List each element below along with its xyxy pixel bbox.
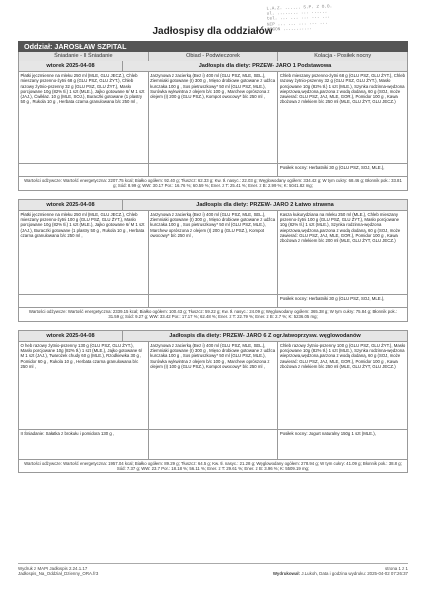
diet-name: Jadłospis dla diety: PRZEW- JARO 2 Łatwo strawna: [123, 200, 407, 210]
night-meal-cell: Posiłek nocny: Jogurt naturalny 150g 1 szt (MLE.),: [279, 430, 376, 436]
second-breakfast-cell: [19, 164, 149, 176]
meal-header-dinner: Obiad - Podwieczorek: [149, 52, 279, 61]
meal-header-breakfast: Śniadanie - II Śniadanie: [19, 52, 149, 61]
diet-day: wtorek 2025-04-08: [19, 200, 123, 210]
diet-block-1: [18, 61, 408, 191]
printed-label: Wydrukował:: [272, 571, 301, 577]
diet-name: Jadłospis dla diety: PRZEW- JARO 1 Podstawowa: [123, 61, 407, 71]
breakfast-cell: O heb razowy żytnio-pszenny 130 g (GLU PSZ, GLU ŻYT.), Masło porcjowane 10g (82% tł.) 1 szt (MLE.), Jajko gotowane 6/ M 1 szt (JAJ.), Twarożek chudy 60 g (MLE.), Rzodkiewka 30 g , Pomidor 60 g , Rukola 10 g , Herbata czarna granulowana b/c 250 ml ,: [19, 342, 149, 429]
software-version: Wydruk z MAPI Jadłospis 2.24.1.17: [18, 566, 88, 571]
extra-meals-row: [19, 429, 407, 459]
meal-columns: [19, 71, 407, 163]
night-meal-cell: Posiłek nocny: Herbatniki 30 g (GLU PSZ, SOJ, MLE.),: [279, 165, 385, 170]
page-number: strona 1 z 1: [385, 566, 408, 571]
afternoon-snack-cell: [149, 295, 279, 307]
diet-header: [19, 200, 407, 210]
supper-cell: Chleb razowy żytnio-pszenny 100 g (GLU PSZ, GLU ŻYT.), Masło porcjowane 10g (82% tł.) 1 szt (MLE.), Szynka rodzinna-wędzona wieprzowa,wędzona,parzona z wodą dodaną, 60 g (SOJ, może zawierać: GLU PSZ, JAJ, MLE, GOR.), Pomidor 100 g , Kawa zbożowa z mlekiem b/c 250 ml (MLE, GLU ŻYT, GLU JECZ.): [279, 342, 406, 369]
extra-meals-row: [19, 294, 407, 307]
dinner-cell: Jarzynowa z zacierką (Bez i) 400 ml (GLU PSZ, MLE, SEL.), Ziemniaki gotowane (I) 300 g , Mięso drobiowe gotowane z udźca kurczaka 100 g , Sos pietruszkowy* 50 ml (GLU PSZ, MLE.), Surówka wykwintna z olejem b/c 100 g , Marchew oprószona z olejem (I) 200 g (GLU PSZ.), Kompot owocowy* b/c 250 ml ,: [149, 72, 279, 163]
nutrition-values: Wartości odżywcze: Wartość energetyczna: 2207.75 kcal; Białko ogółem: 92.40 g; Tłuszcz: 62.33 g; Kw. tł. nasyc.: 22.03 g; Węglowodany ogółem: 334.42 g; W tym cukry: 68.46 g; Błonnik pok.: 33.81 g; Sód: 8.99 g; WW: 30.17 Por.: 16.76 %; 60.59 %; Ener. z T: 25.41 %; Ener. z B: 2.99 %; K: 5041.82 mg;: [19, 176, 407, 190]
diet-block-3: [18, 330, 408, 474]
nutrition-values: Wartości odżywcze: Wartość energetyczna: 2339.15 kcal; Białko ogółem: 100.43 g; Tłuszcz: 59.22 g; Kw. tł. nasyc.: 24.09 g; Węglowodany ogółem: 365.38 g; W tym cukry: 75.84 g; Błonnik pok.: 31.59 g; Sód: 9.27 g; WW: 33.42 Por.: 17.17 %; 62.48 %; Ener. z T: 22.79 %; Ener. z B: 2.7 %; K: 5236.05 mg;: [19, 307, 407, 321]
report-template: Jadłospis_Na_Oddział_Dzienny_ORA.fr3: [18, 571, 99, 577]
diet-name: Jadłospis dla diety: PRZEW- JARO 6 Z ogr.łatwoprzysw. węglowodanów: [123, 331, 407, 341]
diet-header: [19, 331, 407, 341]
stamp-line: tel. ... ... ... ... ...: [266, 14, 331, 23]
printed-info: [273, 571, 408, 576]
stamp-line: REGON ...........: [267, 25, 313, 33]
extra-meals-row: [19, 163, 407, 176]
diet-header: [19, 61, 407, 71]
footer-left: [18, 566, 98, 577]
diet-block-2: [18, 199, 408, 322]
second-breakfast-cell: II Śniadanie: Sałatka z brokułu i pomidora 130 g ,: [19, 430, 149, 459]
afternoon-snack-cell: [149, 430, 279, 459]
diet-day: wtorek 2025-04-08: [19, 61, 123, 71]
menu-sheet: [18, 41, 408, 473]
printed-by: J.Lukoh, Data i godzina wydruku: 2025-04-02 07:26:37: [301, 571, 408, 577]
breakfast-cell: Płatki jęczmienne na mleku 250 ml (MLE, GLU JECZ.), Chleb mieszany pszenno-żytni 100 g (GLU PSZ, GLU ŻYT.), Masło porcjowane 10g (82% tł.) 1 szt (MLE.), Jajko gotowane 6/ M 1 szt (JAJ.), Buraczki gotowane (1 plastry 50 g , Rukola 10 g , Herbata czarna granulowana b/c 250 ml ,: [19, 211, 149, 294]
stamp-line: L.A.Z. ...... S.P. Z O.O.: [266, 4, 333, 12]
night-meal-cell: Posiłek nocny: Herbatniki 30 g (GLU PSZ, SOJ, MLE.),: [279, 295, 385, 301]
diet-day: wtorek 2025-04-08: [19, 331, 123, 341]
footer-right: [273, 566, 408, 577]
stamp-line: NIP ... ... ... ... ...: [266, 20, 328, 28]
footer-divider: [18, 563, 408, 564]
supper-cell: Chleb mieszany pszenno-żytni 68 g (GLU PSZ, GLU ŻYT.), Chleb razowy żytnio-pszenny 32 g (GLU PSZ, GLU ŻYT.), Masło porcjowane 10g (82% tł.) 1 szt (MLE.), Szynka rodzinna-wędzona wieprzowa,wędzona,parzona z wodą dodaną, 60 g (SOJ, może zawierać: GLU PSZ, JAJ, MLE, GOR.), Pomidor 100 g , Kawa zbożowa z mlekiem b/c 250 ml (MLE, GLU ŻYT, GLU JECZ.): [279, 73, 405, 105]
afternoon-snack-cell: [149, 164, 279, 176]
company-stamp: [266, 1, 417, 44]
dinner-cell: Jarzynowa z zacierką (Bez i) 400 ml (GLU PSZ, MLE, SEL.), Ziemniaki gotowane (I) 300 g , Mięso drobiowe gotowane z udźca kurczaka 100 g , Sos pietruszkowy* 50 ml (GLU PSZ, MLE.), Surówka wykwintna z olejem b/c 100 g , Marchew oprószona z olejem (I) 100 g (GLU PSZ.), Kompot owocowy* b/c 250 ml ,: [149, 342, 279, 429]
meal-headers: [18, 52, 408, 61]
page-title: Jadłospisy dla oddziałów: [152, 26, 273, 37]
meal-columns: [19, 341, 407, 429]
nutrition-values: Wartości odżywcze: Wartość energetyczna: 1957.04 kcal; Białko ogółem: 89.29 g; Tłuszcz: 64.5 g; Kw. tł. nasyc.: 21.28 g; Węglowodany ogółem: 278.94 g; W tym cukry: 41.09 g; Błonnik pok.: 38.8 g; Sód: 7.37 g; WW: 23.7 Por.: 18.18 %; 56.11 %; Ener. z T: 29.61 %; Ener. z B: 3.96 %; K: 5509.19 mg;: [19, 459, 407, 473]
department-header: Oddział: JAROSŁAW SZPITAL: [18, 41, 408, 52]
supper-cell: Kasza kukurydziana na mleku 250 ml (MLE.), Chleb mieszany pszenno-żytni 100 g (GLU PSZ, GLU ŻYT.), Masło porcjowane 10g (82% tł.) 1 szt (MLE.), Szynka rodzinna-wędzona wieprzowa,wędzona,parzona z wodą dodaną, 60 g (SOJ, może zawierać: GLU PSZ, JAJ, MLE, GOR.), Pomidor 100 g , Kawa zbożowa z mlekiem b/c 200 ml (MLE, GLU ŻYT, GLU JECZ.): [279, 211, 401, 244]
second-breakfast-cell: [19, 295, 149, 307]
stamp-line: ul. ........ ... ......: [266, 9, 328, 17]
dinner-cell: Jarzynowa z zacierką (Bez i) 400 ml (GLU PSZ, MLE, SEL.), Ziemniaki gotowane (I) 300 g , Mięso drobiowe gotowane z udźca kurczaka 100 g , Sos pietruszkowy* 50 ml (GLU PSZ, MLE.), Marchew oprószona z olejem (I) 200 g (GLU PSZ.), Kompot owocowy* b/c 250 ml ,: [149, 211, 279, 294]
breakfast-cell: Płatki jęczmienne na mleku 250 ml (MLE, GLU JECZ.), Chleb mieszany pszenno-żytni 68 g (GLU PSZ, GLU ŻYT.), Chleb razowy żytnio-pszenny 32 g (GLU PSZ, GLU ŻYT.), Masło porcjowane 10g (82% tł.) 1 szt (MLE.), Jajko gotowane 6/ M 1 szt (JAJ.), Ćwikłaz. 10 g (MLE, SOJ.), Buraczki gotowane (1 plastry 50 g , Rukola 10 g , Herbata czarna granulowana b/c 250 ml ,: [19, 72, 149, 163]
meal-header-supper: Kolacja - Posiłek nocny: [278, 52, 407, 61]
meal-columns: [19, 210, 407, 294]
